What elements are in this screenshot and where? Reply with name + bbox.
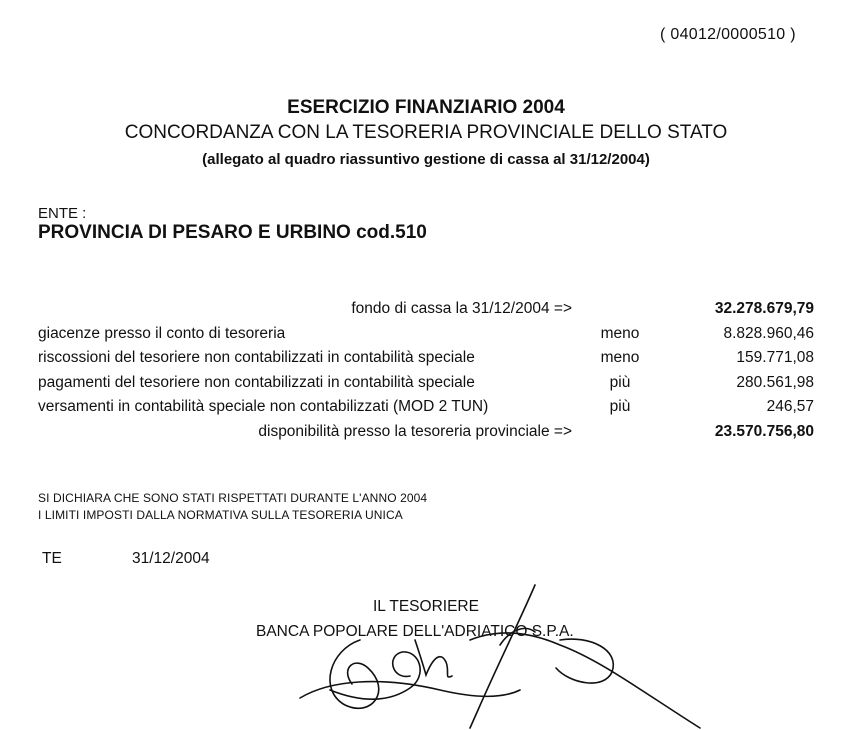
- entity-label: ENTE :: [38, 205, 87, 222]
- row-label: versamenti in contabilità speciale non contabilizzati (MOD 2 TUN): [38, 398, 489, 415]
- row-label: pagamenti del tesoriere non contabilizzati in contabilità speciale: [38, 374, 475, 391]
- date: 31/12/2004: [132, 550, 210, 567]
- row-label: fondo di cassa la 31/12/2004 =>: [351, 300, 572, 317]
- row-amount: 246,57: [766, 398, 814, 415]
- row-amount: 159.771,08: [736, 349, 814, 366]
- title-fiscal-year: ESERCIZIO FINANZIARIO 2004: [287, 97, 565, 118]
- row-operation: più: [609, 374, 631, 391]
- row-label: giacenze presso il conto di tesoreria: [38, 325, 286, 342]
- row-amount: 32.278.679,79: [714, 300, 814, 317]
- row-amount: 8.828.960,46: [723, 325, 814, 342]
- signatory-role: IL TESORIERE: [373, 598, 479, 615]
- signatory-bank: BANCA POPOLARE DELL'ADRIATICO S.P.A.: [256, 623, 574, 640]
- document-reference: ( 04012/0000510 ): [660, 26, 796, 43]
- row-operation: meno: [600, 349, 640, 366]
- row-amount: 23.570.756,80: [714, 423, 814, 440]
- row-operation: più: [609, 398, 631, 415]
- row-operation: meno: [600, 325, 640, 342]
- row-amount: 280.561,98: [736, 374, 814, 391]
- title-concordance: CONCORDANZA CON LA TESORERIA PROVINCIALE DELLO STATO: [124, 122, 728, 143]
- title-attachment-note: (allegato al quadro riassuntivo gestione di cassa al 31/12/2004): [202, 151, 650, 168]
- declaration-line-1: SI DICHIARA CHE SONO STATI RISPETTATI DURANTE L'ANNO 2004: [38, 491, 428, 505]
- row-label: riscossioni del tesoriere non contabilizzati in contabilità speciale: [38, 349, 475, 366]
- place: TE: [42, 550, 62, 567]
- declaration-line-2: I LIMITI IMPOSTI DALLA NORMATIVA SULLA TESORERIA UNICA: [38, 508, 403, 522]
- row-label: disponibilità presso la tesoreria provinciale =>: [258, 423, 572, 440]
- entity-name: PROVINCIA DI PESARO E URBINO cod.510: [38, 222, 427, 243]
